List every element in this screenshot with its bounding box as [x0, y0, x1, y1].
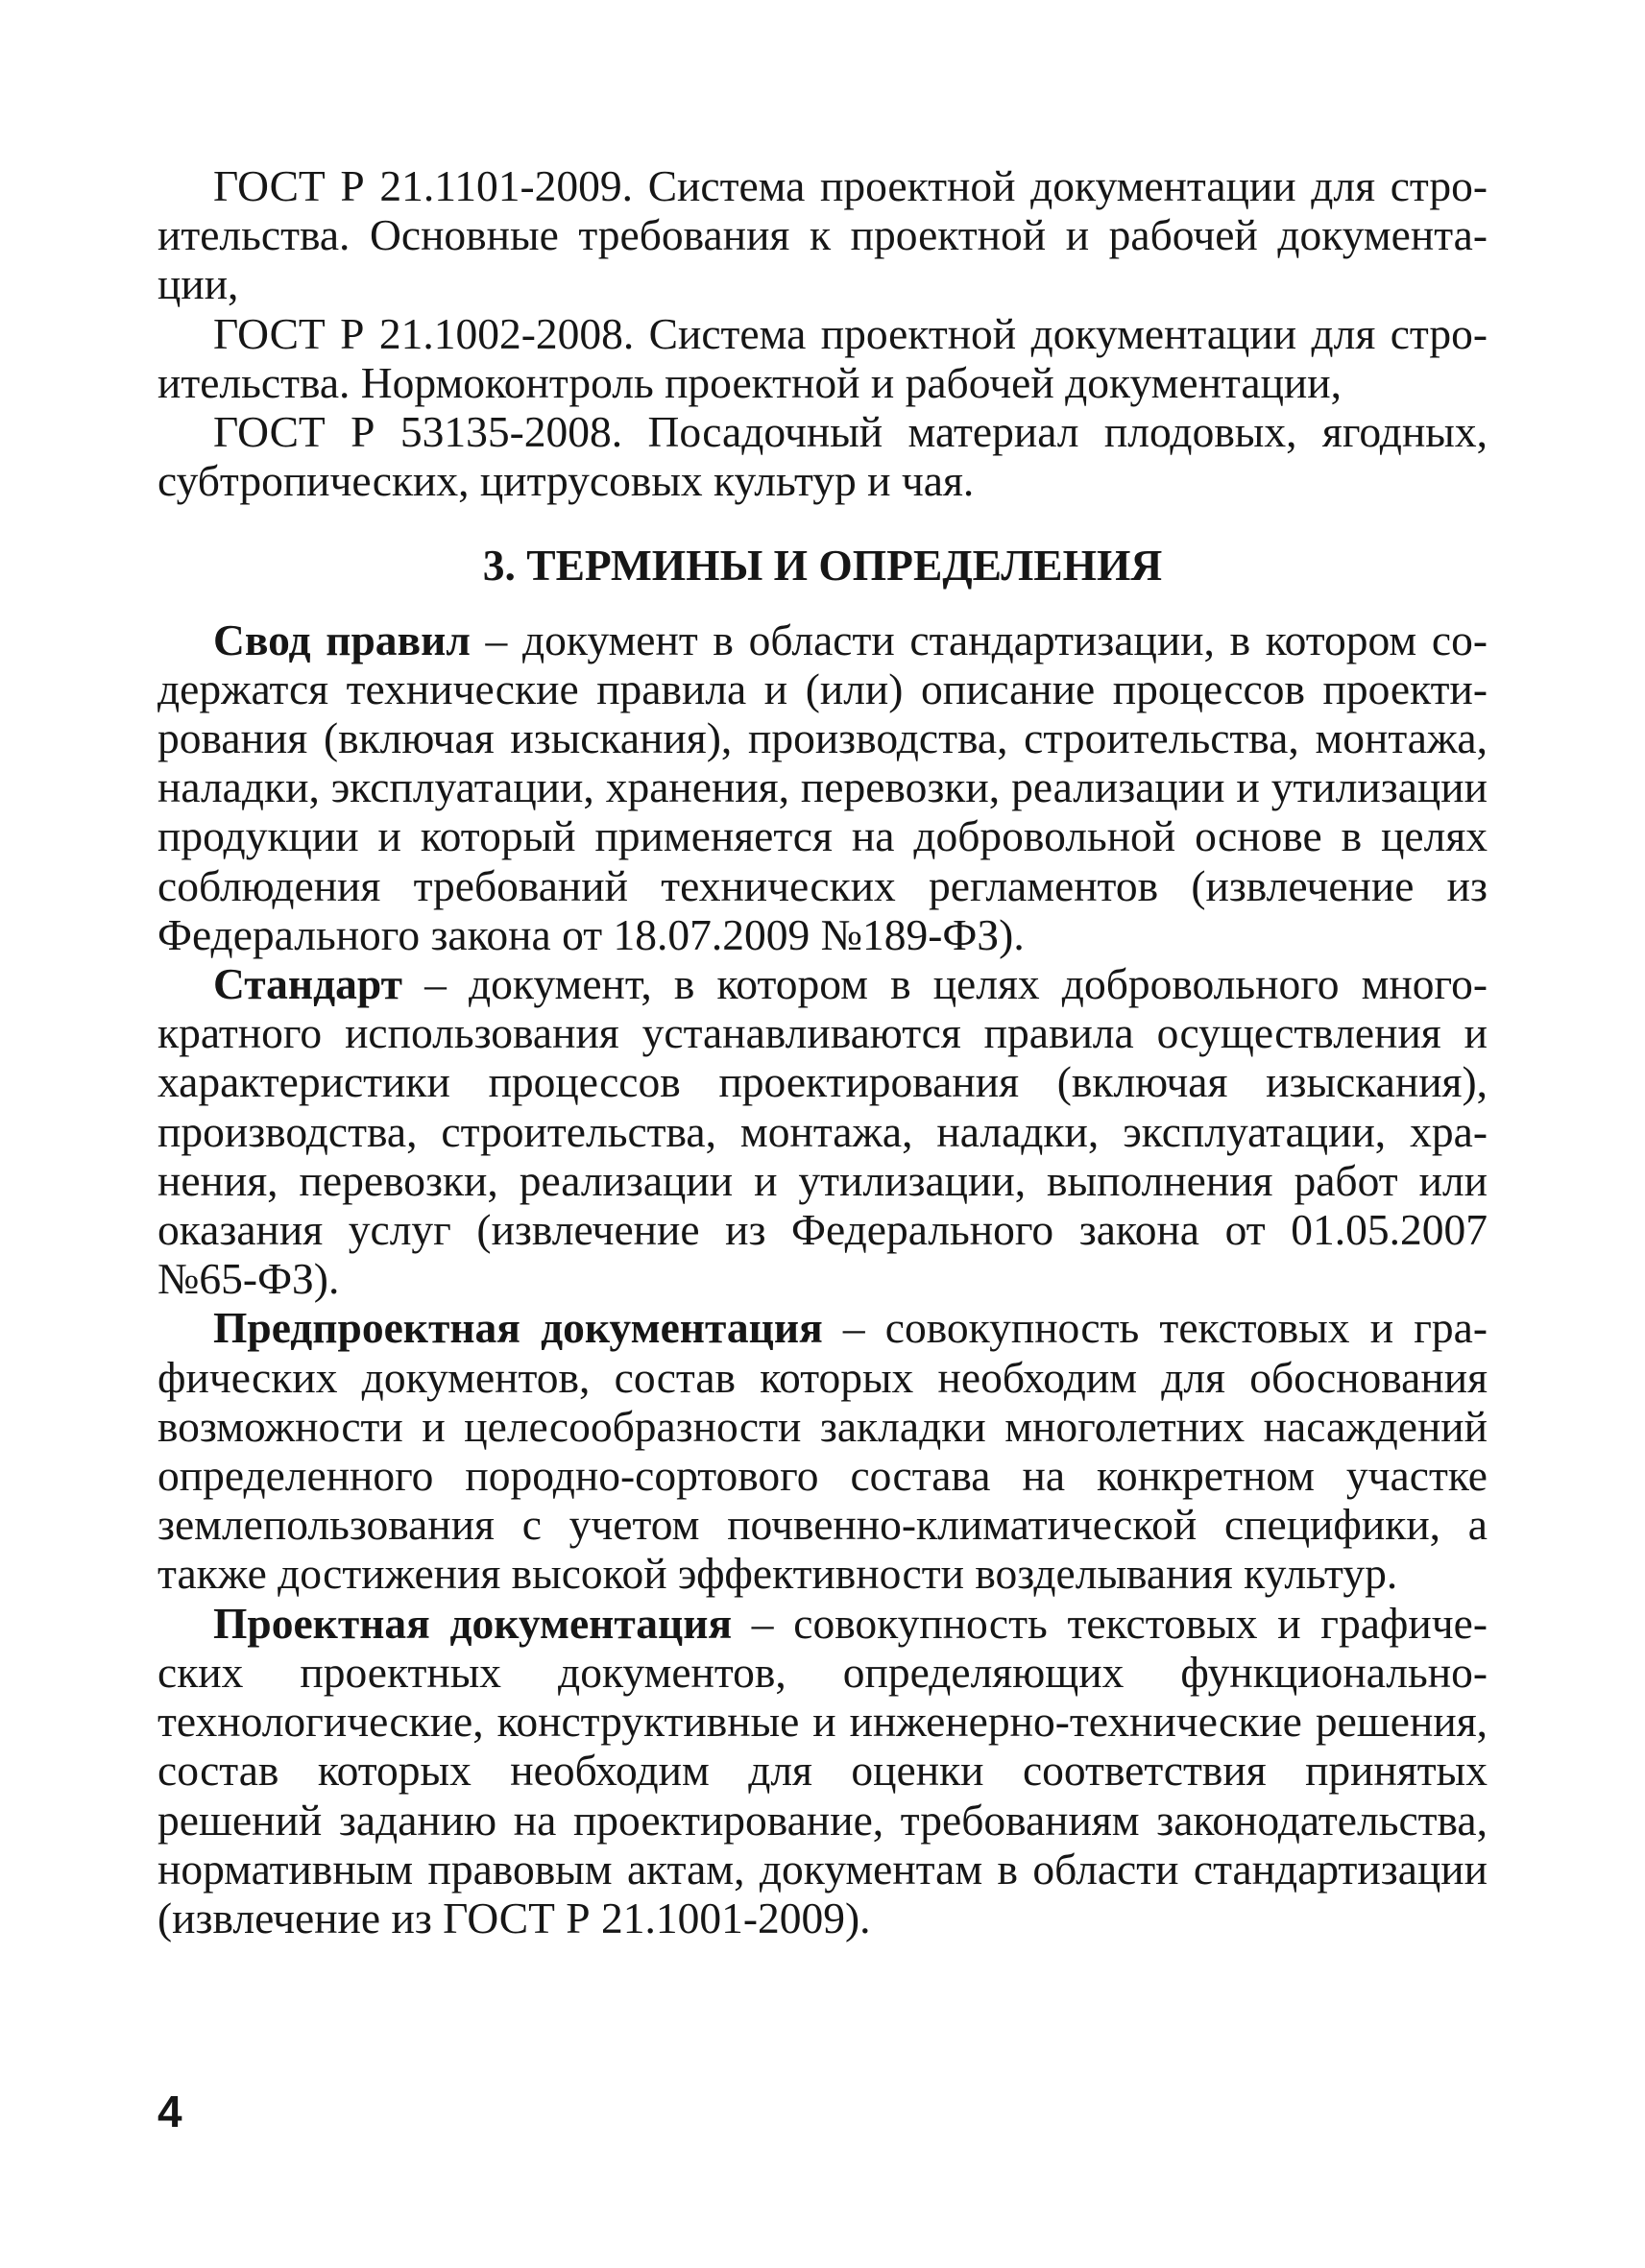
definition-text: – совокупность текстовых и графических документов, состав которых необходим для обоснования возможности и целесообразности закладки многолетних насаждений определенного породно-сортового состава на конкретном участке землепользования с учетом почвенно-климатической специфики, а также достижения высокой эффективности возделывания культур. [157, 1303, 1488, 1599]
reference-gost-53135: ГОСТ Р 53135-2008. Посадочный материал плодовых, ягодных, субтропических, цитрусовых культур и чая. [157, 407, 1488, 506]
definition-text: – совокупность текстовых и графических проектных документов, определяющих функционально-технологические, конструктивные и инженерно-технические решения, состав которых необходим для оценки соответствия принятых решений заданию на проектирование, требованиям законодательства, нормативным правовым актам, документам в области стандартизации (извлечение из ГОСТ Р 21.1001-2009). [157, 1598, 1488, 1942]
page-body [157, 161, 1488, 1942]
page-number: 4 [157, 2087, 182, 2136]
definition-term: Свод правил [213, 615, 471, 664]
definition-text: – документ, в котором в целях добровольного многократного использования устанавливаются правила осуществления и характеристики процессов проектирования (включая изыскания), производства, строительства, монтажа, наладки, эксплуатации, хранения, перевозки, реализации и утилизации, выполнения работ или оказания услуг (извлечение из Федерального закона от 01.05.2007 №65-ФЗ). [157, 959, 1488, 1304]
section-heading: 3. ТЕРМИНЫ И ОПРЕДЕЛЕНИЯ [482, 541, 1163, 591]
reference-gost-21-1101: ГОСТ Р 21.1101-2009. Система проектной документации для строительства. Основные требования к проектной и рабочей документации, [157, 161, 1488, 309]
definition-predproektnaya [157, 1303, 1488, 1598]
definition-term: Стандарт [213, 959, 402, 1009]
definition-text: – документ в области стандартизации, в котором содержатся технические правила и (или) описание процессов проектирования (включая изыскания), производства, строительства, монтажа, наладки, эксплуатации, хранения, перевозки, реализации и утилизации продукции и который применяется на добровольной основе в целях соблюдения требований технических регламентов (извлечение из Федерального закона от 18.07.2009 №189-ФЗ). [157, 615, 1488, 959]
definition-standart [157, 959, 1488, 1303]
definition-svod-pravil [157, 615, 1488, 959]
reference-gost-21-1002: ГОСТ Р 21.1002-2008. Система проектной документации для строительства. Нормоконтроль проектной и рабочей документации, [157, 308, 1488, 407]
definition-term: Проектная документация [213, 1598, 733, 1648]
definition-proektnaya [157, 1599, 1488, 1942]
definition-term: Предпроектная документация [213, 1303, 823, 1353]
